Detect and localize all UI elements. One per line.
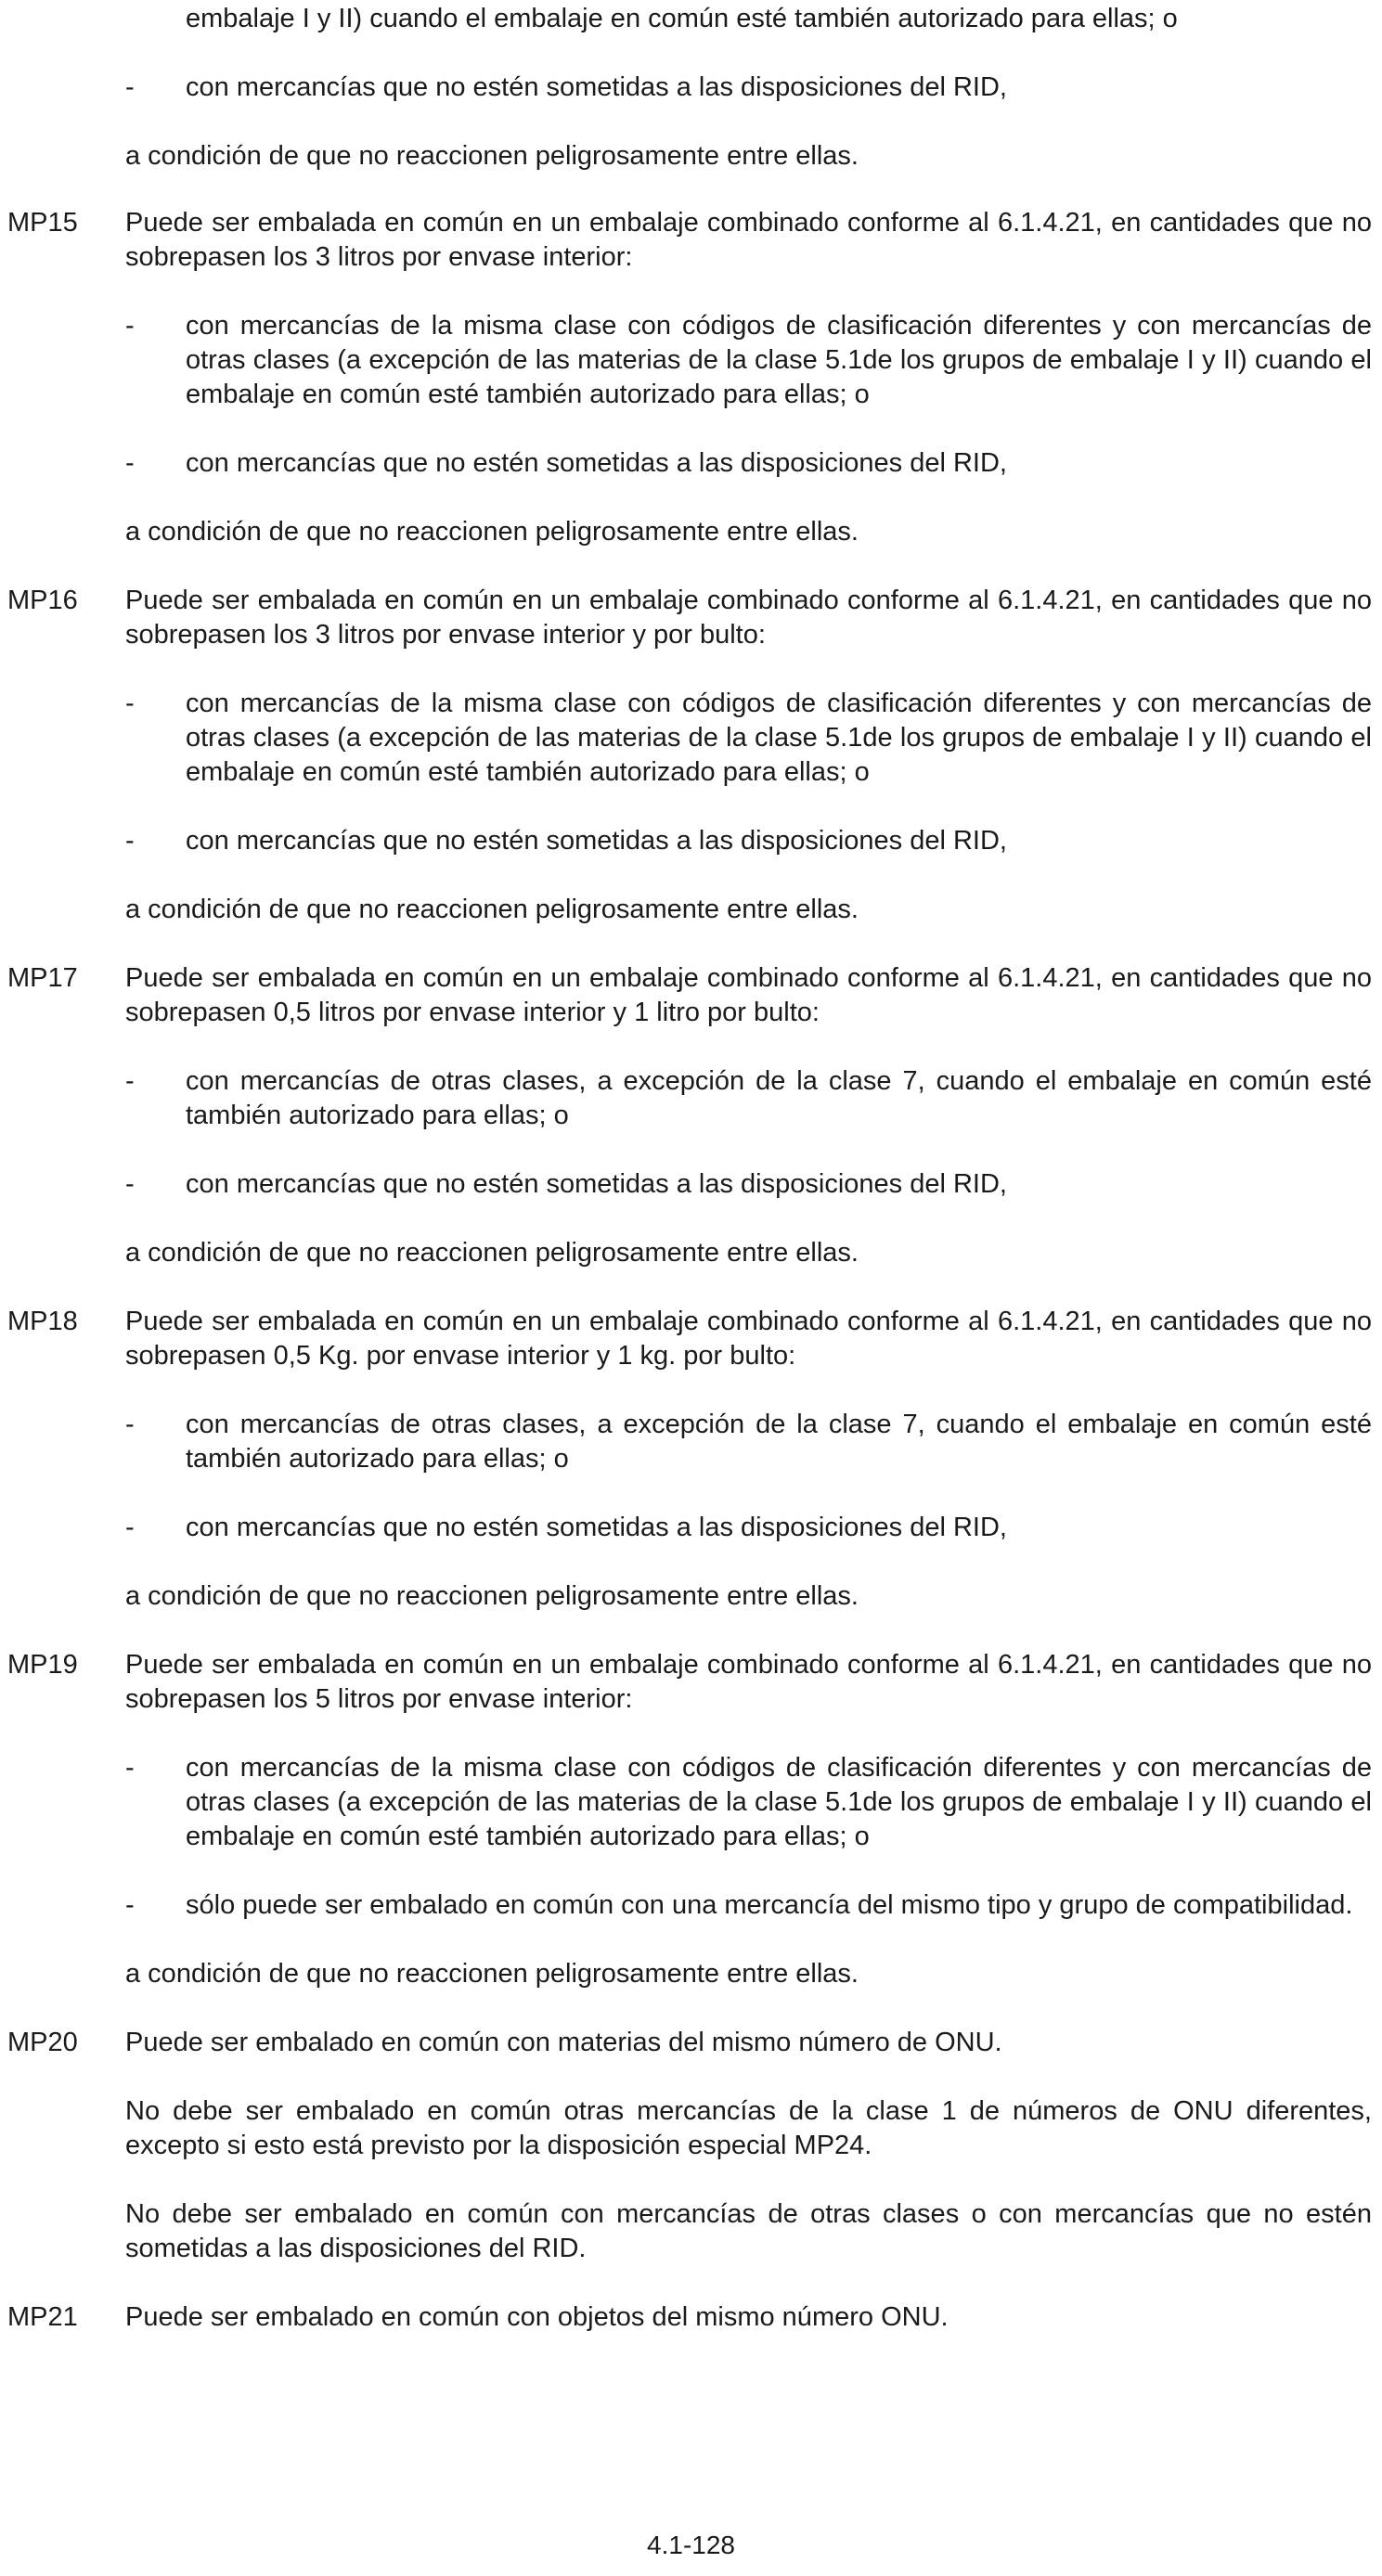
section-mp18 [0,1305,1382,1614]
section-paragraph: No debe ser embalado en común otras mercancías de la clase 1 de números de ONU diferentes, excepto si esto está previsto por la disposición especial MP24. [125,2096,1372,2160]
bullet-dash: - [125,1513,135,1542]
bullet-dash: - [125,311,135,341]
section-paragraph: No debe ser embalado en común con mercancías de otras clases o con mercancías que no estén sometidas a las disposiciones del RID. [125,2199,1372,2263]
section-mp21 [0,2300,1382,2335]
section-code: MP15 [7,208,78,238]
bullet-dash: - [125,1753,135,1783]
section-lead: Puede ser embalada en común en un embalaje combinado conforme al 6.1.4.21, en cantidades que no sobrepasen los 3 litros por envase interior: [125,208,1372,272]
section-code: MP20 [7,2028,78,2057]
section-tail: a condición de que no reaccionen peligrosamente entre ellas. [125,517,859,547]
section-mp15 [0,206,1382,549]
section-bullet: - con mercancías que no estén sometidas a las disposiciones del RID, [125,1167,1372,1202]
section-bullet: - sólo puede ser embalado en común con una mercancía del mismo tipo y grupo de compatibilidad. [125,1888,1372,1923]
intro-bullet: - con mercancías que no estén sometidas a las disposiciones del RID, [125,71,1372,105]
section-lead: Puede ser embalada en común en un embalaje combinado conforme al 6.1.4.21, en cantidades que no sobrepasen 0,5 Kg. por envase interior y 1 kg. por bulto: [125,1307,1372,1371]
section-mp17 [0,961,1382,1270]
intro-condition: a condición de que no reaccionen peligrosamente entre ellas. [125,141,859,171]
section-paragraph: Puede ser embalado en común con materias del mismo número de ONU. [125,2028,1002,2057]
section-bullet: - con mercancías de otras clases, a excepción de la clase 7, cuando el embalaje en común esté también autorizado para ellas; o [125,1410,1372,1474]
section-code: MP21 [7,2302,78,2332]
section-mp16 [0,584,1382,927]
section-tail: a condición de que no reaccionen peligrosamente entre ellas. [125,1959,859,1989]
section-bullet: - con mercancías de otras clases, a excepción de la clase 7, cuando el embalaje en común esté también autorizado para ellas; o [125,1066,1372,1130]
section-mp19 [0,1648,1382,1991]
section-bullet: - con mercancías de la misma clase con códigos de clasificación diferentes y con mercancías de otras clases (a excepción de las materias de la clase 5.1de los grupos de embalaje I y II) cuando el embalaje en común esté también autorizado para ellas; o [125,1753,1372,1851]
intro-continuation [0,2,1382,174]
section-bullet: - con mercancías que no estén sometidas a las disposiciones del RID, [125,1511,1372,1545]
page-number: 4.1-128 [647,2531,735,2559]
section-bullet: - con mercancías de la misma clase con códigos de clasificación diferentes y con mercancías de otras clases (a excepción de las materias de la clase 5.1de los grupos de embalaje I y II) cuando el embalaje en común esté también autorizado para ellas; o [125,311,1372,409]
section-code: MP17 [7,963,78,993]
section-code: MP16 [7,586,78,615]
bullet-dash: - [125,1890,135,1920]
bullet-dash: - [125,1066,135,1096]
section-tail: a condición de que no reaccionen peligrosamente entre ellas. [125,895,859,924]
bullet-dash: - [125,689,135,718]
bullet-dash: - [125,1410,135,1439]
section-tail: a condición de que no reaccionen peligrosamente entre ellas. [125,1581,859,1611]
section-code: MP19 [7,1650,78,1680]
intro-continued-line: embalaje I y II) cuando el embalaje en común esté también autorizado para ellas; o [186,4,1178,33]
bullet-dash: - [125,826,135,856]
section-paragraph: Puede ser embalado en común con objetos del mismo número ONU. [125,2302,949,2332]
section-bullet: - con mercancías que no estén sometidas a las disposiciones del RID, [125,446,1372,481]
section-lead: Puede ser embalada en común en un embalaje combinado conforme al 6.1.4.21, en cantidades que no sobrepasen los 5 litros por envase interior: [125,1650,1372,1714]
section-bullet: - con mercancías que no estén sometidas a las disposiciones del RID, [125,824,1372,858]
section-lead: Puede ser embalada en común en un embalaje combinado conforme al 6.1.4.21, en cantidades que no sobrepasen los 3 litros por envase interior y por bulto: [125,586,1372,650]
section-tail: a condición de que no reaccionen peligrosamente entre ellas. [125,1238,859,1268]
bullet-dash: - [125,1169,135,1199]
section-lead: Puede ser embalada en común en un embalaje combinado conforme al 6.1.4.21, en cantidades que no sobrepasen 0,5 litros por envase interior y 1 litro por bulto: [125,963,1372,1027]
section-mp20 [0,2026,1382,2266]
section-code: MP18 [7,1307,78,1336]
bullet-dash: - [125,72,135,102]
bullet-dash: - [125,448,135,478]
section-bullet: - con mercancías de la misma clase con códigos de clasificación diferentes y con mercancías de otras clases (a excepción de las materias de la clase 5.1de los grupos de embalaje I y II) cuando el embalaje en común esté también autorizado para ellas; o [125,689,1372,787]
